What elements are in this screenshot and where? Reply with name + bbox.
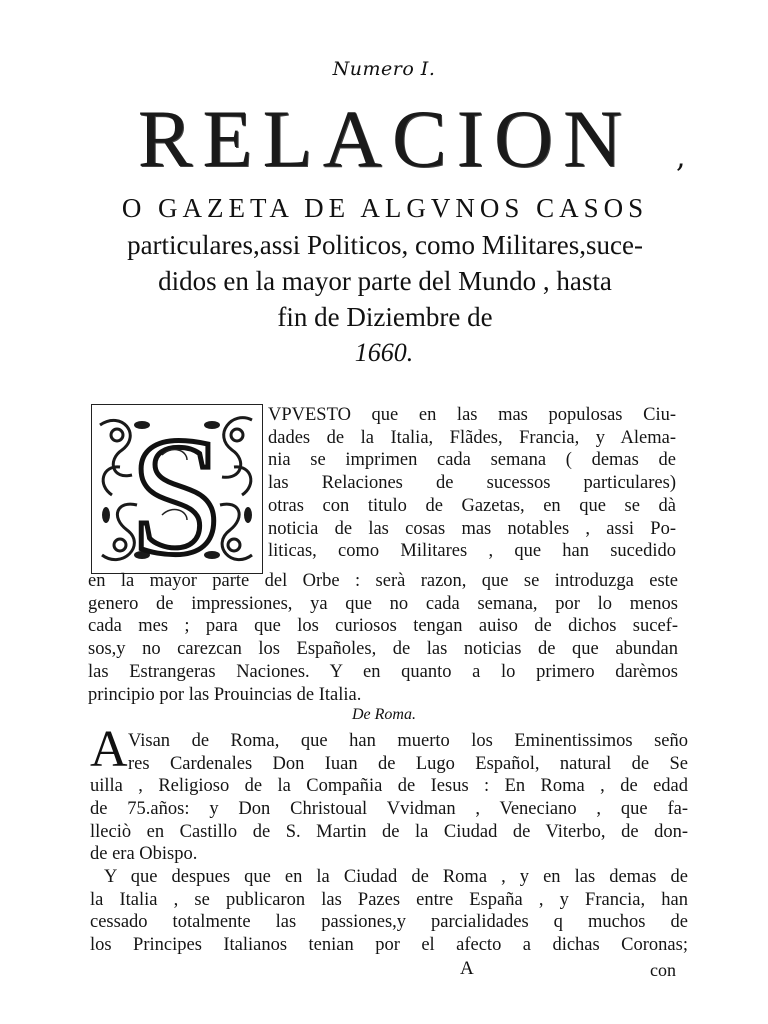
text-line: las Relaciones de sucessos particulares) bbox=[268, 473, 676, 494]
decorative-initial bbox=[91, 404, 263, 574]
text-line: res Cardenales Don Iuan de Lugo Español, natural de Se bbox=[128, 753, 688, 774]
section-heading: De Roma. bbox=[352, 706, 416, 723]
subtitle-caps: O GAZETA DE ALGVNOS CASOS bbox=[121, 193, 649, 223]
text-line: lleciò en Castillo de S. Martin de la Ciudad de Viterbo, de don- bbox=[90, 821, 688, 842]
text-line: genero de impressiones, ya que no cada semana, por lo menos bbox=[88, 593, 678, 614]
text-line: cessado totalmente las passiones,y parcialidades q muchos de bbox=[90, 912, 688, 933]
text-line: en la mayor parte del Orbe : serà razon, que se introduzga este bbox=[88, 571, 678, 591]
text-line: Y que despues que en la Ciudad de Roma , y en las demas de bbox=[104, 867, 688, 887]
text-line: de era Obispo. bbox=[90, 844, 198, 865]
text-line: VPVESTO que en las mas populosas Ciu- bbox=[268, 405, 676, 425]
text-line: uilla , Religioso de la Compañia de Iesus : En Roma , de edad bbox=[90, 776, 688, 797]
text-line: sos,y no carezcan los Españoles, de las noticias de que abundan bbox=[88, 639, 678, 660]
text-line: dades de la Italia, Flãdes, Francia, y Alema- bbox=[268, 427, 676, 448]
catchword: con bbox=[650, 960, 676, 980]
main-title: RELACION bbox=[137, 93, 633, 184]
text-line: principio por las Prouincias de Italia. bbox=[88, 684, 362, 705]
publication-year: 1660. bbox=[354, 338, 414, 367]
text-line: noticia de las cosas mas notables , assi Po- bbox=[268, 518, 676, 539]
subtitle-line: fin de Diziembre de bbox=[277, 302, 493, 332]
text-line: liticas, como Militares , que han sucedido bbox=[268, 541, 676, 562]
text-line: los Principes Italianos tenian por el afecto a dichas Coronas; bbox=[90, 935, 688, 956]
subtitle-line: didos en la mayor parte del Mundo , hasta bbox=[158, 266, 612, 296]
text-line: cada mes ; para que los curiosos tengan auiso de dichos sucef- bbox=[88, 616, 678, 637]
section-initial: A bbox=[90, 721, 128, 778]
subtitle-line: particulares,assi Politicos, como Militares,suce- bbox=[127, 230, 643, 260]
text-line: la Italia , se publicaron las Pazes entre España , y Francia, han bbox=[90, 889, 688, 910]
issue-number: Numero I. bbox=[332, 58, 436, 80]
text-line: nia se imprimen cada semana ( demas de bbox=[268, 450, 676, 471]
text-line: las Estrangeras Naciones. Y en quanto a lo primero darèmos bbox=[88, 661, 678, 682]
title-comma: , bbox=[676, 140, 686, 175]
drop-cap-letter: S bbox=[129, 405, 225, 573]
text-line: otras con titulo de Gazetas, en que se dà bbox=[268, 495, 676, 516]
text-line: de 75.años: y Don Christoual Vvidman , Veneciano , que fa- bbox=[90, 799, 688, 820]
floral-ornament-icon bbox=[92, 405, 262, 573]
signature-mark: A bbox=[460, 958, 474, 979]
text-line: Visan de Roma, que han muerto los Eminentissimos seño bbox=[128, 731, 688, 751]
